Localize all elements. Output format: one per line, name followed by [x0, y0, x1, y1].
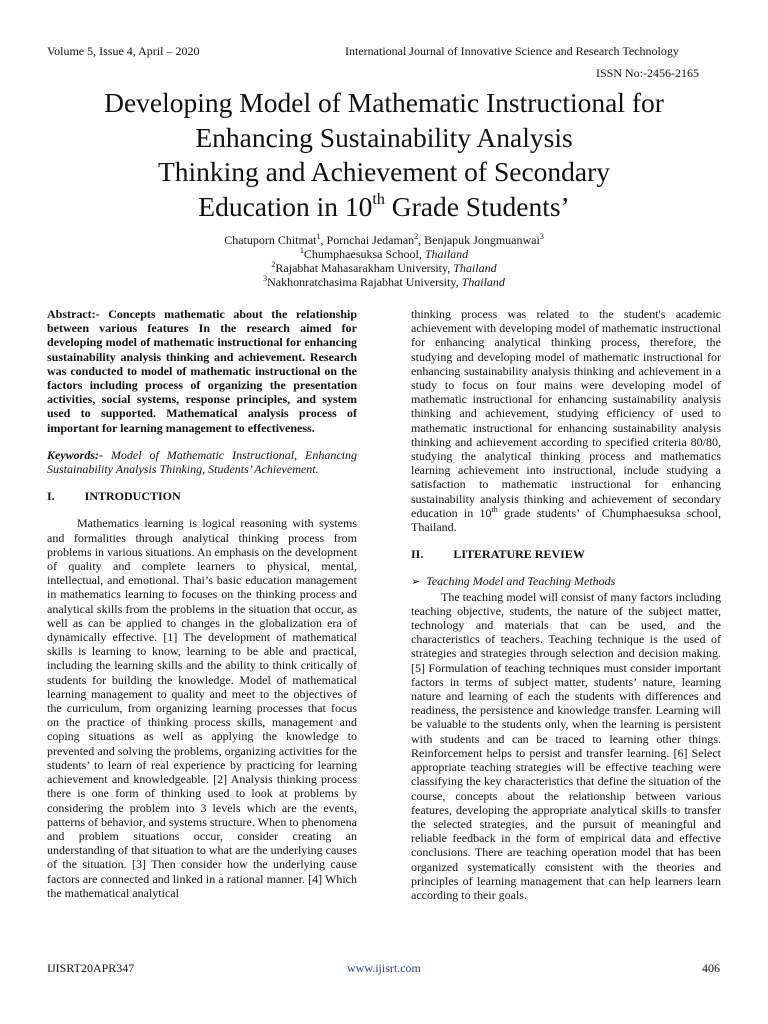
- author-name: Chatuporn Chitmat: [224, 233, 317, 247]
- author-sup: 1: [316, 232, 321, 241]
- title-line-4: [30, 190, 738, 225]
- keywords: [47, 448, 357, 476]
- affiliation-name: Chumphaesuksa School,: [303, 247, 425, 261]
- affiliation-sup: 3: [263, 274, 268, 283]
- subsection-heading: [411, 574, 721, 589]
- author-name: , Pornchai Jedaman: [320, 233, 415, 247]
- affiliation-name: Nakhonratchasima Rajabhat University,: [267, 275, 462, 289]
- affiliation-country: Thailand: [453, 261, 497, 275]
- affiliation-name: Rajabhat Mahasarakham University,: [275, 261, 454, 275]
- keywords-label: Keywords:-: [47, 447, 103, 462]
- title-line-4-post: Grade Students’: [384, 190, 570, 222]
- footer-website-link[interactable]: www.ijisrt.com: [347, 961, 421, 975]
- author-name: , Benjapuk Jongmuanwai: [418, 233, 540, 247]
- paper-title: [30, 86, 738, 224]
- title-ordinal-sup: th: [372, 190, 385, 208]
- intro-continued-tail: grade students’ of Chumphaesuksa school, Thailand.: [411, 505, 721, 535]
- literature-review-body: The teaching model will consist of many factors including teaching objective, students, the nature of the subject matter, technology and materials that can be used, and the characteristics of teachers. Teaching technique is the used of strategies and strategies through selection and decision making. [5] Formulation of teaching techniques must consider important factors in terms of subject matter, students’ nature, learning nature and learning of each the students with differences and readiness, the persistence and knowledge transfer. Learning will be valuable to the students only, when the learning is persistent with students and can be traced to learning other things. Reinforcement helps to persist and transfer learning. [6] Select appropriate teaching strategies will be effective teaching were classifying the key characteristics that define the situation of the course, concepts about the relationship between various features, developing the appropriate analytical skills to transfer the selected strategies, and the pursuit of meaningful and reliable feedback in the form of empirical data and effective conclusions. There are teaching operation model that has been organized systematically consistent with the theories and principles of learning management that can help learners learn according to their goals.: [411, 589, 721, 902]
- journal-volume: Volume 5, Issue 4, April – 2020: [47, 44, 200, 58]
- affiliation-2: [0, 261, 768, 275]
- affiliation-country: Thailand: [461, 275, 505, 289]
- section-heading-introduction: I. INTRODUCTION: [47, 489, 181, 504]
- right-column: [411, 307, 721, 902]
- affiliation-3: [0, 275, 768, 289]
- title-line-3: Thinking and Achievement of Secondary: [157, 156, 611, 187]
- affiliation-sup: 2: [271, 260, 276, 269]
- intro-continued-text: thinking process was related to the student's academic achievement with developing model of mathematic instructional for enhancing analytical thinking process, therefore, the studying and developing model of mathematic instructional for enhancing sustainability analysis thinking and achievement in a study to focus on four mains were developing model of mathematic instructional for enhancing sustainability analysis thinking and achievement, studying efficiency of used to mathematic instructional for enhancing sustainability analysis thinking and achievement according to specified criteria 80/80, studying the analytical thinking process and mathematics learning achievement into instructional, include studying a satisfaction to mathematic instructional for enhancing sustainability analysis thinking and achievement of secondary education in 10: [411, 307, 721, 520]
- author-sup: 3: [539, 232, 544, 241]
- author-block: [0, 233, 768, 289]
- affiliation-sup: 1: [299, 246, 304, 255]
- section-heading-literature-review: II. LITERATURE REVIEW: [411, 547, 585, 562]
- affiliation-1: [0, 247, 768, 261]
- arrow-bullet-icon: ➢: [411, 576, 421, 589]
- keywords-text: Model of Mathematic Instructional, Enhancing Sustainability Analysis Thinking, Students’ Achievement.: [47, 447, 357, 477]
- footer-paper-id: IJISRT20APR347: [47, 961, 135, 975]
- title-line-1: Developing Model of Mathematic Instructional for: [104, 87, 664, 118]
- introduction-body: Mathematics learning is logical reasoning with systems and formalities through analytical thinking process from problems in various situations. An emphasis on the development of quality and complete learners to physical, mental, intellectual, and emotional. Thai’s basic education management in mathematics learning to focuses on the thinking process and analytical skills from the problems in the situation that occur, as well as can be applied to changes in the globalization era of dynamically effective. [1] The development of mathematical skills is learning to know, learning to be able and practical, including the learning skills and the ability to think critically of students for building the knowledge. Model of mathematical learning management to quality and meet to the objectives of the curriculum, from organizing learning processes that focus on the practice of thinking process skills, management and coping situations as well as applying the knowledge to prevented and solving the problems, organizing activities for the students’ to learn of real experience by practicing for learning achievement and knowledgeable. [2] Analysis thinking process there is one form of thinking used to look at problems by considering the problem into 3 levels which are the events, patterns of behavior, and systems structure. When to phenomena and problem situations occur, consider creating an understanding of that situation to what are the underlying causes of the situation. [3] Then consider how the underlying cause factors are connected and linked in a rational manner. [4] Which the mathematical analytical: [47, 516, 357, 900]
- grade-ordinal-sup: th: [491, 504, 498, 514]
- title-line-2: Enhancing Sustainability Analysis: [195, 121, 573, 153]
- affiliation-country: Thailand: [424, 247, 469, 261]
- introduction-continued: [411, 307, 721, 534]
- left-column: [47, 307, 357, 900]
- page-number: 406: [702, 961, 720, 975]
- journal-name: International Journal of Innovative Science and Research Technology: [345, 44, 679, 58]
- abstract: Abstract:- Concepts mathematic about the relationship between various features In the research aimed for developing model of mathematic instructional for enhancing sustainability analysis thinking and achievement. Research was conducted to model of mathematic instructional on the factors including process of organizing the presentation activities, social systems, response principles, and system used to supported. Mathematical analysis process of important for learning management to effectiveness.: [47, 307, 357, 435]
- subsection-title: Teaching Model and Teaching Methods: [426, 574, 616, 589]
- author-sup: 2: [414, 232, 419, 241]
- title-line-4-pre: Education in 10: [198, 190, 373, 222]
- author-names: [0, 233, 768, 247]
- issn: ISSN No:-2456-2165: [596, 66, 700, 80]
